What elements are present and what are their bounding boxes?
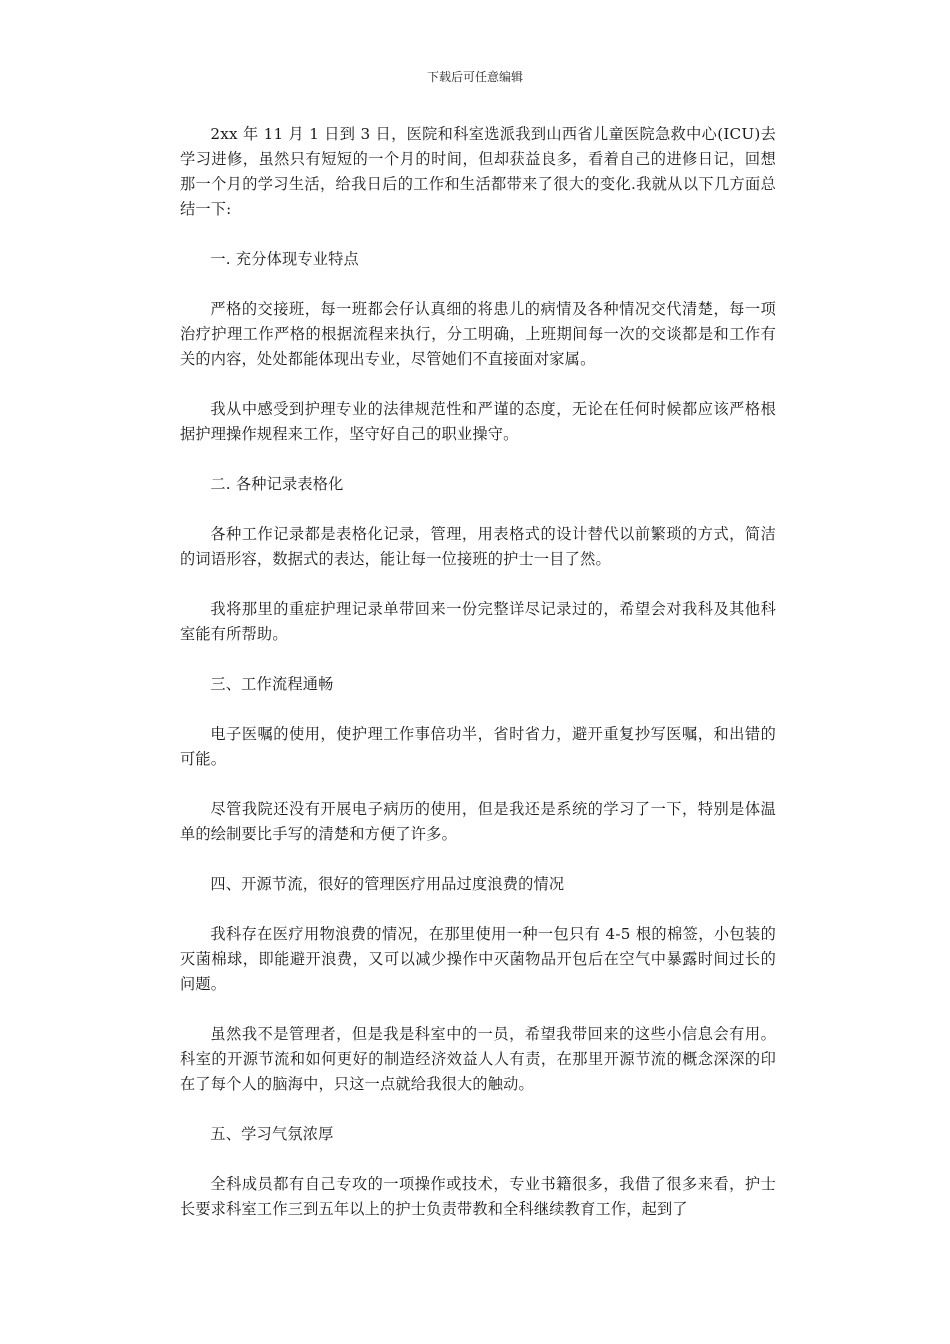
paragraph: 各种工作记录都是表格化记录，管理，用表格式的设计替代以前繁琐的方式，简洁的词语形容，数据式的表达，能让每一位接班的护士一目了然。	[180, 525, 776, 568]
paragraph: 我科存在医疗用物浪费的情况，在那里使用一种一包只有 4-5 根的棉签，小包装的灭菌棉球，即能避开浪费，又可以减少操作中灭菌物品开包后在空气中暴露时间过长的问题。	[180, 925, 776, 993]
section-heading-1: 一. 充分体现专业特点	[210, 250, 359, 268]
paragraph: 全科成员都有自己专攻的一项操作或技术，专业书籍很多，我借了很多来看，护士长要求科室工作三到五年以上的护士负责带教和全科继续教育工作，起到了	[180, 1175, 776, 1218]
section-heading-4: 四、开源节流，很好的管理医疗用品过度浪费的情况	[210, 875, 565, 893]
paragraph-intro: 2xx 年 11 月 1 日到 3 日，医院和科室选派我到山西省儿童医院急救中心(ICU)去学习进修，虽然只有短短的一个月的时间，但却获益良多，看着自己的进修日记，回想那一个月的学习生活，给我日后的工作和生活都带来了很大的变化.我就从以下几方面总结一下:	[180, 125, 776, 218]
section-heading-3: 三、工作流程通畅	[210, 675, 334, 693]
paragraph: 尽管我院还没有开展电子病历的使用，但是我还是系统的学习了一下，特别是体温单的绘制要比手写的清楚和方便了许多。	[180, 800, 776, 843]
paragraph: 电子医嘱的使用，使护理工作事倍功半，省时省力，避开重复抄写医嘱，和出错的可能。	[180, 725, 776, 768]
paragraph: 虽然我不是管理者，但是我是科室中的一员，希望我带回来的这些小信息会有用。科室的开源节流和如何更好的制造经济效益人人有责，在那里开源节流的概念深深的印在了每个人的脑海中，只这一点就给我很大的触动。	[180, 1025, 776, 1093]
header-note: 下载后可任意编辑	[426, 70, 523, 84]
paragraph: 我将那里的重症护理记录单带回来一份完整详尽记录过的，希望会对我科及其他科室能有所帮助。	[180, 600, 776, 643]
document-body	[180, 122, 776, 1247]
paragraph: 严格的交接班，每一班都会仔认真细的将患儿的病情及各种情况交代清楚，每一项治疗护理工作严格的根据流程来执行，分工明确，上班期间每一次的交谈都是和工作有关的内容，处处都能体现出专业，尽管她们不直接面对家属。	[180, 300, 776, 368]
paragraph: 我从中感受到护理专业的法律规范性和严谨的态度，无论在任何时候都应该严格根据护理操作规程来工作，坚守好自己的职业操守。	[180, 400, 776, 443]
section-heading-2: 二. 各种记录表格化	[210, 475, 344, 493]
section-heading-5: 五、学习气氛浓厚	[210, 1125, 334, 1143]
